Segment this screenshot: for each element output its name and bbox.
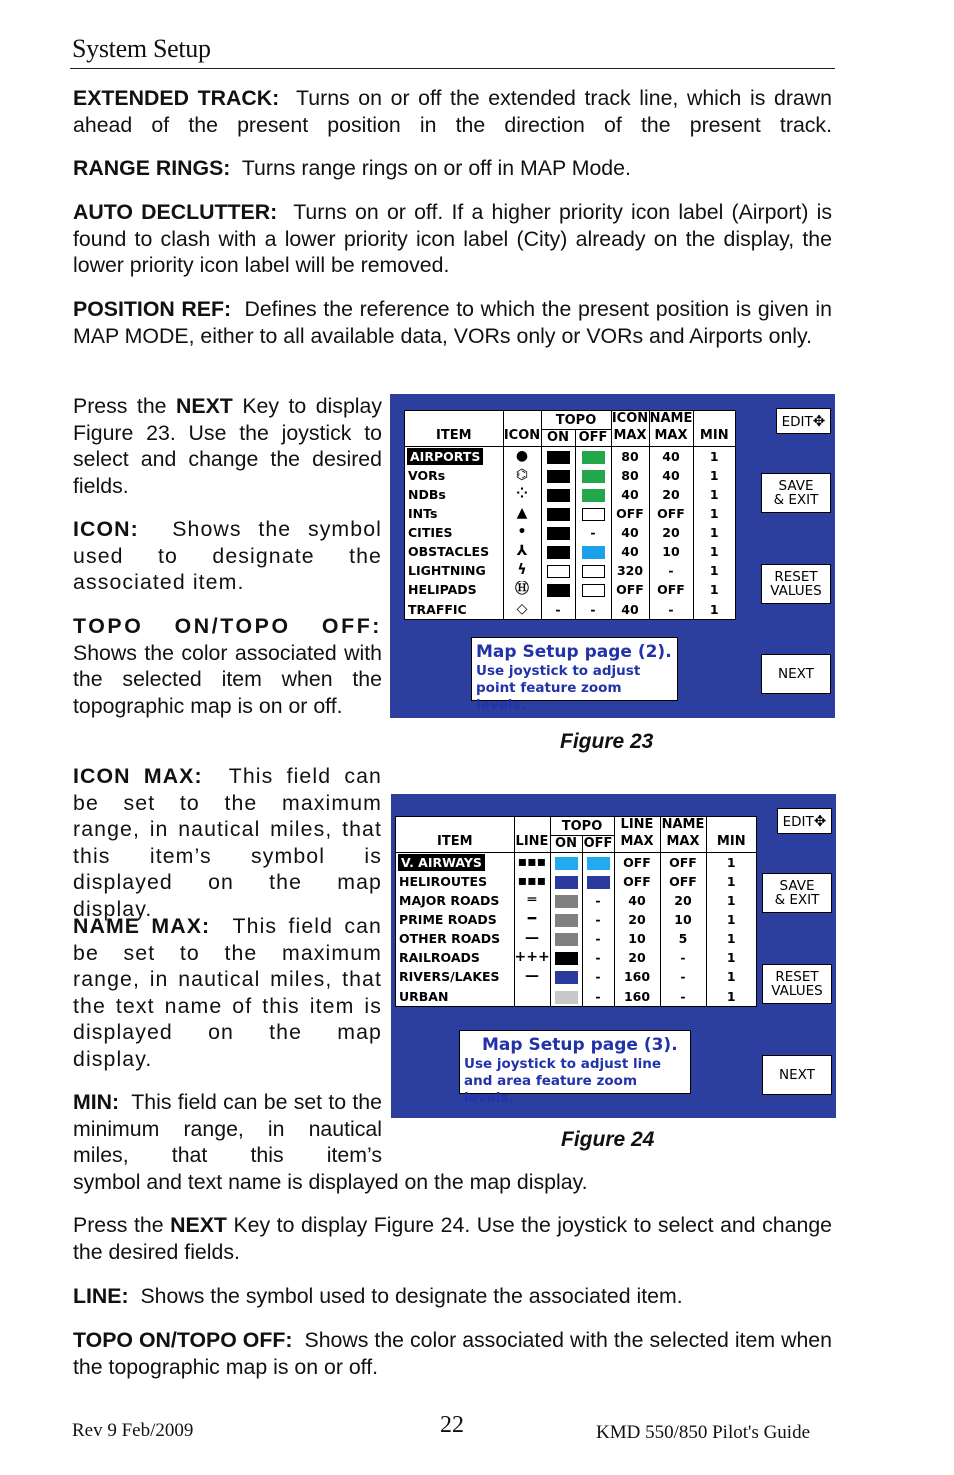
next-label: NEXT xyxy=(779,1067,815,1083)
paragraph-position-ref xyxy=(73,296,832,349)
off-cell[interactable]: - xyxy=(582,910,614,929)
page-number: 22 xyxy=(440,1412,464,1438)
color-swatch xyxy=(587,857,610,870)
name-max-cell[interactable]: 40 xyxy=(649,466,693,485)
desc-line: Shows the symbol used to designate the associated item. xyxy=(140,1284,683,1308)
table-row xyxy=(405,466,735,485)
icon-max-cell[interactable]: 40 xyxy=(611,600,649,619)
on-cell[interactable] xyxy=(550,891,582,910)
line-max-cell[interactable]: OFF xyxy=(614,872,660,891)
desc-extended-track: Turns on or off the extended track line, which is drawn ahead of the present position in the direction of the present track. xyxy=(73,86,832,137)
color-swatch xyxy=(582,508,605,521)
paragraph-auto-declutter xyxy=(73,199,832,279)
min-cell[interactable]: 1 xyxy=(706,872,756,891)
header-icon: ICON xyxy=(503,427,541,443)
paragraph-line xyxy=(73,1283,832,1310)
save-label: SAVE xyxy=(779,878,815,894)
color-swatch xyxy=(547,565,570,578)
item-cell[interactable] xyxy=(405,600,503,619)
item-label: INTs xyxy=(408,505,438,521)
item-cell[interactable] xyxy=(405,485,503,504)
paragraph-icon-max xyxy=(73,763,382,922)
move-cross-icon: ✥ xyxy=(813,811,827,830)
icon-symbol-icon: ϟ xyxy=(503,562,541,581)
icon-symbol-icon: ⁘ xyxy=(503,485,541,504)
table-row xyxy=(405,543,735,562)
next-button[interactable] xyxy=(762,1055,832,1095)
line-symbol-icon: — xyxy=(514,968,550,987)
item-label: AIRPORTS xyxy=(410,448,481,464)
color-swatch xyxy=(587,876,610,889)
color-swatch xyxy=(555,991,578,1004)
icon-symbol-icon: ● xyxy=(503,447,541,467)
header-line: LINE xyxy=(515,833,549,849)
item-label: RAILROADS xyxy=(399,950,480,966)
on-cell[interactable] xyxy=(550,872,582,891)
line-max-cell[interactable]: 20 xyxy=(614,949,660,968)
off-cell[interactable]: - xyxy=(582,891,614,910)
table-row xyxy=(396,872,756,891)
name-max-cell[interactable]: 10 xyxy=(649,543,693,562)
on-cell[interactable] xyxy=(550,968,582,987)
color-swatch xyxy=(555,857,578,870)
item-label: OTHER ROADS xyxy=(399,931,501,947)
line-symbol-icon xyxy=(514,987,550,1006)
off-cell[interactable]: - xyxy=(582,949,614,968)
min-cell[interactable]: 1 xyxy=(693,504,735,523)
name-max-cell[interactable]: OFF xyxy=(660,872,706,891)
min-cell[interactable]: 1 xyxy=(693,600,735,619)
on-cell[interactable] xyxy=(541,562,575,581)
off-cell[interactable] xyxy=(575,485,611,504)
item-label: NDBs xyxy=(408,486,446,502)
on-cell[interactable] xyxy=(550,853,582,873)
off-cell[interactable] xyxy=(582,872,614,891)
header-min: MIN xyxy=(716,833,746,849)
name-max-cell[interactable]: OFF xyxy=(649,504,693,523)
item-label: URBAN xyxy=(399,988,449,1004)
icon-symbol-icon: • xyxy=(503,523,541,542)
off-cell[interactable] xyxy=(575,504,611,523)
footer-guide-title: KMD 550/850 Pilot's Guide xyxy=(596,1422,811,1443)
table-row xyxy=(396,891,756,910)
on-cell[interactable] xyxy=(550,987,582,1006)
press-next-1-pre: Press the xyxy=(73,394,167,418)
next-button[interactable] xyxy=(761,654,831,694)
item-label: TRAFFIC xyxy=(408,601,467,617)
edit-button[interactable] xyxy=(777,808,832,834)
desc-icon-max: This field can be set to the maximum range, in nautical miles, that this item’s symbol is displayed on the map display. xyxy=(73,764,383,921)
off-cell[interactable]: - xyxy=(582,987,614,1006)
paragraph-topo-2 xyxy=(73,1327,832,1380)
term-min: MIN: xyxy=(73,1090,120,1114)
line-max-cell[interactable]: 20 xyxy=(614,910,660,929)
header-name-max-top: NAME xyxy=(661,817,705,832)
press-next-2-post: Key to display Figure 24. Use the joystick to select and change the desired fields. xyxy=(73,1213,833,1264)
desc-topo-1: Shows the color associated with the selected item when the topographic map is on or off. xyxy=(73,640,382,718)
figure-23-caption: Figure 23 xyxy=(560,730,654,753)
desc-icon: Shows the symbol used to designate the associated item. xyxy=(73,517,382,594)
info-box xyxy=(471,637,678,713)
color-swatch xyxy=(547,470,570,483)
header-off: OFF xyxy=(575,430,611,447)
item-label: LIGHTNING xyxy=(408,563,486,579)
term-topo-2: TOPO ON/TOPO OFF: xyxy=(73,1328,293,1352)
on-cell[interactable] xyxy=(541,466,575,485)
color-swatch xyxy=(547,489,570,502)
icon-max-cell[interactable]: 80 xyxy=(611,447,649,467)
off-cell[interactable] xyxy=(575,581,611,600)
item-label: RIVERS/LAKES xyxy=(399,969,500,985)
item-label: MAJOR ROADS xyxy=(399,892,500,908)
item-cell[interactable] xyxy=(396,968,514,987)
name-max-cell[interactable]: - xyxy=(660,987,706,1006)
table-row xyxy=(396,987,756,1006)
desc-auto-declutter: Turns on or off. If a higher priority icon label (Airport) is found to clash with a lower priority icon label (City) already on the display, the lower priority icon label will be removed. xyxy=(73,200,832,277)
info-title: Map Setup page (2). xyxy=(476,642,672,662)
min-cell[interactable]: 1 xyxy=(693,581,735,600)
save-label: SAVE xyxy=(778,478,814,494)
exit-label: & EXIT xyxy=(773,492,819,508)
min-cell[interactable]: 1 xyxy=(693,466,735,485)
save-exit-button[interactable] xyxy=(761,473,831,513)
header-topo: TOPO xyxy=(551,819,614,836)
icon-max-cell[interactable]: OFF xyxy=(611,581,649,600)
term-icon-max: ICON MAX: xyxy=(73,764,203,788)
on-cell[interactable] xyxy=(550,949,582,968)
min-cell[interactable]: 1 xyxy=(693,447,735,467)
color-swatch xyxy=(582,489,605,502)
on-cell[interactable] xyxy=(541,485,575,504)
item-cell[interactable] xyxy=(396,872,514,891)
color-swatch xyxy=(555,914,578,927)
table-row xyxy=(396,910,756,929)
on-cell[interactable] xyxy=(541,523,575,542)
line-symbol-icon: ═ xyxy=(514,891,550,910)
header-icon-max-bottom: MAX xyxy=(613,427,647,443)
header-item: ITEM xyxy=(435,427,472,443)
term-name-max: NAME MAX: xyxy=(73,914,211,938)
off-cell[interactable]: - xyxy=(575,523,611,542)
info-line-1: Use joystick to adjust xyxy=(476,663,641,679)
desc-range-rings: Turns range rings on or off in MAP Mode. xyxy=(241,156,631,180)
icon-symbol-icon: Ⓗ xyxy=(503,581,541,600)
on-cell[interactable] xyxy=(541,581,575,600)
info-box xyxy=(459,1030,691,1106)
table-row xyxy=(405,523,735,542)
item-cell[interactable] xyxy=(405,543,503,562)
min-cell[interactable]: 1 xyxy=(693,543,735,562)
min-cell[interactable]: 1 xyxy=(693,485,735,504)
icon-symbol-icon: ⌬ xyxy=(503,466,541,485)
header-item: ITEM xyxy=(436,833,473,849)
icon-max-cell[interactable]: 40 xyxy=(611,523,649,542)
term-icon: ICON: xyxy=(73,517,139,541)
item-label: HELIPADS xyxy=(408,582,477,598)
item-label: CITIES xyxy=(408,525,453,541)
on-cell[interactable]: - xyxy=(541,600,575,619)
item-label: VORs xyxy=(408,467,446,483)
next-label: NEXT xyxy=(778,666,814,682)
off-cell[interactable] xyxy=(582,853,614,873)
line-symbol-icon: ▪▪▪ xyxy=(514,853,550,873)
name-max-cell[interactable]: - xyxy=(660,968,706,987)
figure-24-screen xyxy=(391,794,836,1118)
icon-max-cell[interactable]: 40 xyxy=(611,485,649,504)
header-off: OFF xyxy=(582,836,614,853)
line-symbol-icon: ━ xyxy=(514,910,550,929)
desc-min-a: This field can be set to the minimum range, in nautical miles, that this item’s xyxy=(73,1090,383,1167)
name-max-cell[interactable]: - xyxy=(660,949,706,968)
off-cell[interactable] xyxy=(575,543,611,562)
item-cell[interactable] xyxy=(405,447,503,467)
paragraph-extended-track xyxy=(73,85,832,165)
press-next-2-pre: Press the xyxy=(73,1213,164,1237)
press-next-2-key: NEXT xyxy=(170,1213,227,1237)
on-cell[interactable] xyxy=(541,504,575,523)
paragraph-range-rings xyxy=(73,155,832,182)
table-row xyxy=(396,949,756,968)
reset-label: RESET xyxy=(775,969,819,985)
item-cell[interactable] xyxy=(405,562,503,581)
on-cell[interactable] xyxy=(541,447,575,467)
desc-min-b: symbol and text name is displayed on the map display. xyxy=(73,1170,588,1194)
edit-button-label: EDIT xyxy=(781,413,813,430)
color-swatch xyxy=(582,546,605,559)
min-cell[interactable]: 1 xyxy=(693,562,735,581)
info-line-1: Use joystick to adjust line xyxy=(464,1056,662,1072)
name-max-cell[interactable]: OFF xyxy=(660,853,706,873)
info-title: Map Setup page (3). xyxy=(482,1035,678,1055)
color-swatch xyxy=(582,565,605,578)
min-cell[interactable]: 1 xyxy=(706,891,756,910)
desc-name-max: This field can be set to the maximum range, in nautical miles, that the text name of this item is displayed on the map display. xyxy=(73,914,382,1071)
line-max-cell[interactable]: 10 xyxy=(614,929,660,948)
item-cell[interactable] xyxy=(396,891,514,910)
header-min: MIN xyxy=(699,427,729,443)
item-cell[interactable] xyxy=(405,523,503,542)
paragraph-press-next-1 xyxy=(73,393,382,499)
table-row xyxy=(405,447,735,467)
term-extended-track: EXTENDED TRACK: xyxy=(73,86,280,110)
line-max-cell[interactable]: 160 xyxy=(614,968,660,987)
min-cell[interactable]: 1 xyxy=(706,910,756,929)
line-symbol-icon: ▪▪▪ xyxy=(514,872,550,891)
color-swatch xyxy=(547,508,570,521)
color-swatch xyxy=(582,470,605,483)
item-cell[interactable] xyxy=(396,929,514,948)
off-cell[interactable] xyxy=(575,447,611,467)
paragraph-icon xyxy=(73,516,382,596)
header-name-max-bottom: MAX xyxy=(666,833,700,849)
item-cell[interactable] xyxy=(396,987,514,1006)
off-cell[interactable]: - xyxy=(582,968,614,987)
figure-24-caption: Figure 24 xyxy=(561,1128,655,1151)
header-rule xyxy=(70,68,835,69)
section-title: System Setup xyxy=(72,34,211,63)
item-cell[interactable] xyxy=(405,581,503,600)
edit-button[interactable] xyxy=(776,408,831,434)
values-label: VALUES xyxy=(770,583,822,599)
reset-values-button[interactable] xyxy=(762,964,832,1004)
min-cell[interactable]: 1 xyxy=(706,949,756,968)
color-swatch xyxy=(555,933,578,946)
off-cell[interactable] xyxy=(575,562,611,581)
reset-values-button[interactable] xyxy=(761,564,831,604)
off-cell[interactable]: - xyxy=(575,600,611,619)
icon-symbol-icon: ▲ xyxy=(503,504,541,523)
line-symbol-icon: +++ xyxy=(514,949,550,968)
color-swatch xyxy=(555,876,578,889)
item-cell[interactable] xyxy=(405,466,503,485)
info-line-2: point feature zoom levels. xyxy=(476,680,622,713)
on-cell[interactable] xyxy=(541,543,575,562)
table-row xyxy=(396,929,756,948)
header-topo: TOPO xyxy=(542,413,611,430)
line-max-cell[interactable]: 40 xyxy=(614,891,660,910)
paragraph-press-next-2 xyxy=(73,1212,832,1265)
figure-23-screen xyxy=(390,394,835,718)
desc-topo-2: Shows the color associated with the selected item when the topographic map is on or off. xyxy=(73,1328,832,1379)
table-row xyxy=(396,968,756,987)
reset-label: RESET xyxy=(774,569,818,585)
press-next-1-key: NEXT xyxy=(176,394,233,418)
item-cell[interactable] xyxy=(405,504,503,523)
off-cell[interactable]: - xyxy=(582,929,614,948)
name-max-cell[interactable]: 40 xyxy=(649,447,693,467)
item-cell[interactable] xyxy=(396,949,514,968)
term-position-ref: POSITION REF: xyxy=(73,297,232,321)
name-max-cell[interactable]: 5 xyxy=(660,929,706,948)
paragraph-min-continued xyxy=(73,1169,832,1196)
term-line: LINE: xyxy=(73,1284,129,1308)
info-line-2: and area feature zoom levels. xyxy=(464,1073,638,1106)
term-topo-1: TOPO ON/TOPO OFF: xyxy=(73,614,382,638)
name-max-cell[interactable]: - xyxy=(649,562,693,581)
min-cell[interactable]: 1 xyxy=(706,929,756,948)
icon-max-cell[interactable]: 80 xyxy=(611,466,649,485)
icon-max-cell[interactable]: OFF xyxy=(611,504,649,523)
header-name-max-top: NAME xyxy=(649,411,693,426)
header-name-max-bottom: MAX xyxy=(654,427,688,443)
edit-button-label: EDIT xyxy=(782,813,814,830)
color-swatch xyxy=(547,584,570,597)
name-max-cell[interactable]: 10 xyxy=(660,910,706,929)
paragraph-name-max xyxy=(73,913,382,1072)
term-auto-declutter: AUTO DECLUTTER: xyxy=(73,200,278,224)
table-row xyxy=(405,600,735,619)
color-swatch xyxy=(547,527,570,540)
header-on: ON xyxy=(547,429,569,445)
name-max-cell[interactable]: - xyxy=(649,600,693,619)
values-label: VALUES xyxy=(771,983,823,999)
min-cell[interactable]: 1 xyxy=(706,968,756,987)
line-max-cell[interactable]: 160 xyxy=(614,987,660,1006)
save-exit-button[interactable] xyxy=(762,873,832,913)
color-swatch xyxy=(547,546,570,559)
name-max-cell[interactable]: 20 xyxy=(660,891,706,910)
line-max-cell[interactable]: OFF xyxy=(614,853,660,873)
item-label: PRIME ROADS xyxy=(399,912,497,928)
color-swatch xyxy=(582,451,605,464)
icon-symbol-icon: ⅄ xyxy=(503,543,541,562)
item-cell[interactable] xyxy=(396,910,514,929)
item-cell[interactable] xyxy=(396,853,514,873)
desc-position-ref: Defines the reference to which the present position is given in MAP MODE, either to all available data, VORs only or VORs and Airports only. xyxy=(73,297,832,348)
name-max-cell[interactable]: 20 xyxy=(649,523,693,542)
footer-revision: Rev 9 Feb/2009 xyxy=(72,1420,194,1441)
figure-23-table xyxy=(404,410,736,620)
header-line-max-top: LINE xyxy=(620,817,654,832)
header-line-max-bottom: MAX xyxy=(620,833,654,849)
name-max-cell[interactable]: OFF xyxy=(649,581,693,600)
icon-symbol-icon: ◇ xyxy=(503,600,541,619)
table-row xyxy=(405,485,735,504)
term-range-rings: RANGE RINGS: xyxy=(73,156,231,180)
paragraph-topo-1 xyxy=(73,613,382,719)
color-swatch xyxy=(555,971,578,984)
off-cell[interactable] xyxy=(575,466,611,485)
table-row xyxy=(405,504,735,523)
min-cell[interactable]: 1 xyxy=(693,523,735,542)
press-next-1-post: Key to display Figure 23. Use the joystick to select and change the desired fields. xyxy=(73,394,383,498)
line-symbol-icon: — xyxy=(514,929,550,948)
color-swatch xyxy=(555,952,578,965)
exit-label: & EXIT xyxy=(774,892,820,908)
color-swatch xyxy=(582,584,605,597)
figure-24-table xyxy=(395,816,757,1007)
table-row xyxy=(396,853,756,873)
min-cell[interactable]: 1 xyxy=(706,853,756,873)
item-label: HELIROUTES xyxy=(399,873,488,889)
min-cell[interactable]: 1 xyxy=(706,987,756,1006)
move-cross-icon: ✥ xyxy=(812,411,826,430)
color-swatch xyxy=(547,451,570,464)
table-row xyxy=(405,562,735,581)
item-label: OBSTACLES xyxy=(408,544,490,560)
on-cell[interactable] xyxy=(550,929,582,948)
icon-max-cell[interactable]: 320 xyxy=(611,562,649,581)
item-label: V. AIRWAYS xyxy=(401,854,482,870)
color-swatch xyxy=(555,895,578,908)
header-icon-max-top: ICON xyxy=(611,411,649,426)
header-on: ON xyxy=(555,835,577,851)
name-max-cell[interactable]: 20 xyxy=(649,485,693,504)
icon-max-cell[interactable]: 40 xyxy=(611,543,649,562)
on-cell[interactable] xyxy=(550,910,582,929)
table-row xyxy=(405,581,735,600)
